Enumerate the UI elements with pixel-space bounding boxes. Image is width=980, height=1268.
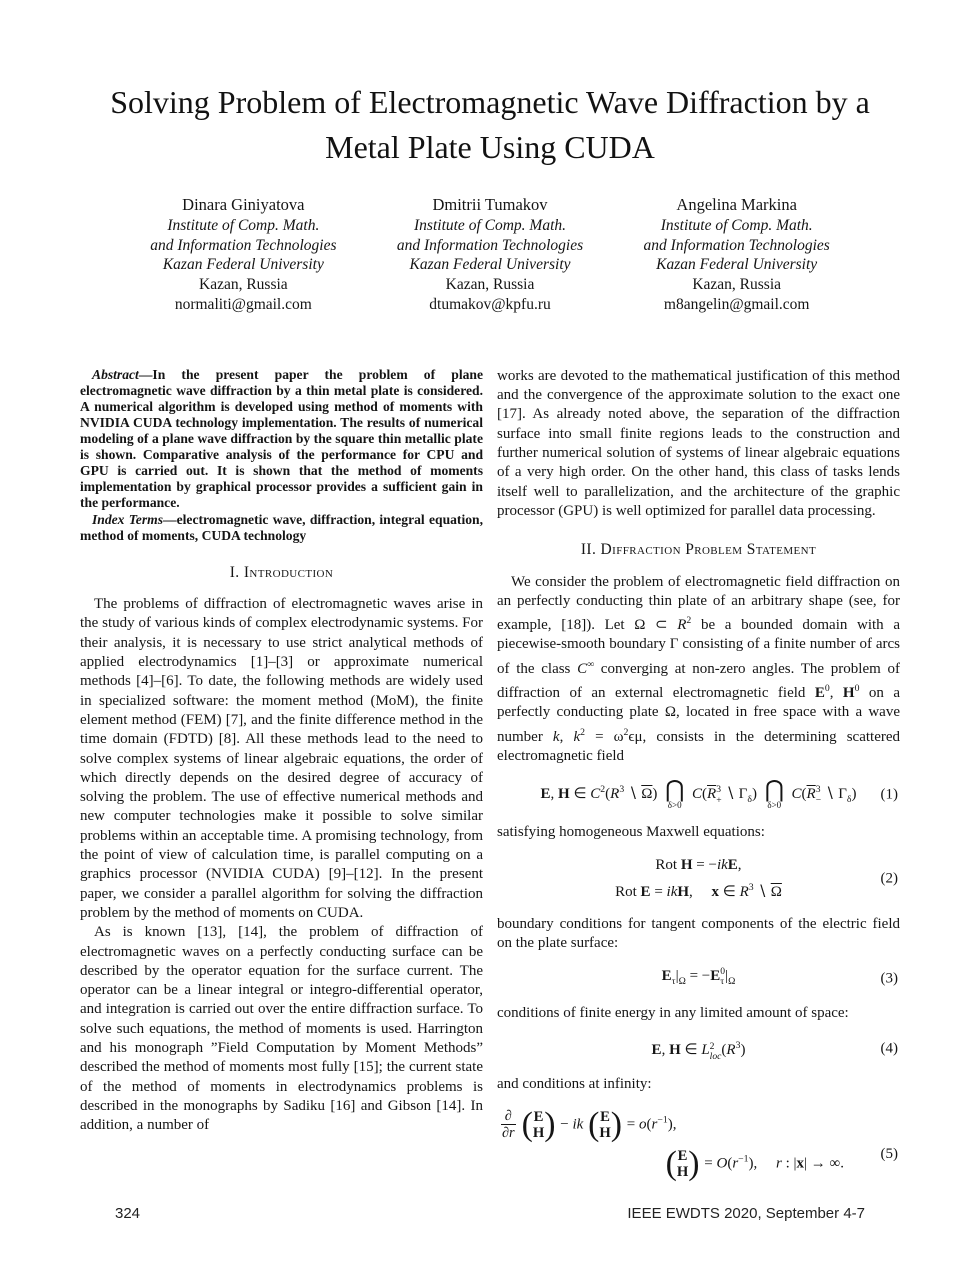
intro-paragraph-1: The problems of diffraction of electromagnetic waves arise in the study of various kinds of complex electrodynamic systems. For their analysis, it is necessary to use strict analytical methods of applied electrodynamics [1]–[3] or approximate numerical methods [4]–[6]. To date, the following methods are widely used in specialized software: the moment method (MoM), the finite element method (FEM) [7], and the finite difference method in the time domain (FDTD) [8]. All these methods lead to the need to solve complex systems of linear algebraic equations, the order of which directly depends on the desired degree of accuracy of solving the problem. The use of effective numerical methods and new computer technologies make it possible to solve similar problems within an acceptable time. A promising technology, from the point of view of calculation time, is parallel computing on a graphics processor (NVIDIA CUDA) [9]–[12]. In the present paper, we consider a parallel algorithm for solving the diffraction problem by the method of moments on CUDA. — [80, 596, 483, 921]
page-footer — [115, 1205, 865, 1222]
abstract-label: Abstract — [92, 366, 139, 382]
author-affiliation-line2: and Information Technologies — [396, 236, 584, 254]
boundary-conditions-text: boundary conditions for tangent components of the electric field on the plate surface: — [497, 916, 900, 952]
energy-conditions-text: conditions of finite energy in any limited amount of space: — [497, 1005, 849, 1022]
author-1 — [120, 195, 367, 315]
author-email: m8angelin@gmail.com — [663, 296, 810, 314]
equation-5-line1: $\frac{\partial}{\partial r}$ ( E H ) − ik ( E H ) = $o(r^{-1})$, — [502, 1106, 677, 1144]
author-name: Angelina Markina — [676, 194, 797, 214]
equation-5-number: (5) — [880, 1145, 898, 1162]
author-affiliation-line1: Institute of Comp. Math. — [167, 217, 320, 235]
right-column — [497, 367, 900, 1186]
author-city: Kazan, Russia — [199, 275, 288, 293]
equation-4-number: (4) — [880, 1040, 898, 1057]
equation-5 — [497, 1106, 900, 1183]
body-columns — [80, 367, 900, 1186]
author-2 — [367, 195, 614, 315]
index-terms-text: electromagnetic wave, diffraction, integral equation, method of moments, CUDA technology — [80, 511, 483, 543]
equation-1-body: E, H ∈ $C^2(R^3$ ∖ $\overline{\Omega}$) ⋂ δ>0 $C(\overline{R}$ 3 + ∖ $\Gamma_\delta$) ⋂ δ>0 $C(\overline{R}$ 3 − ∖ $\Gamma_\delta$) — [540, 777, 857, 811]
author-affiliation-line3: Kazan Federal University — [162, 256, 324, 274]
author-name: Dmitrii Tumakov — [432, 194, 548, 214]
maxwell-intro-text: satisfying homogeneous Maxwell equations: — [497, 824, 765, 841]
index-terms-paragraph — [80, 512, 483, 544]
intro-paragraph-2: As is known [13], [14], the problem of diffraction of electromagnetic waves on a perfectly conducting surface can be described by the operator equation for the surface current. The operator can be a linear integral or integro-differential operator, and integration is carried out over the entire diffraction surface. To solve such equations, the method of moments is used. Harrington and his monograph ”Field Computation by Moment Methods” described the method of moments most fully [15]; the current state of the method of moments in electrodynamics problems is described in the monographs by Sadiku [16] and Gibson [14]. In addition, a number of — [80, 924, 483, 1134]
statement-paragraph: We consider the problem of electromagnetic field diffraction on an perfectly conducting thin plate of an arbitrary shape (see, for example, [18]). Let Ω ⊂ $R^2$ be a bounded domain with a piecewise-smooth boundary Γ consisting of a finite number of arcs of the class C∞ converging at non-zero angles. The problem of diffraction of an external electromagnetic field $E^0$, $H^0$ on a perfectly conducting plate Ω, located in free space with a wave number k, $k^2 = \omega^2\epsilon\mu$, consists in the determining scattered electromagnetic field — [497, 573, 900, 764]
equation-2-line1: Rot H = −ikE, — [655, 856, 742, 873]
infinity-conditions-text: and conditions at infinity: — [497, 1075, 652, 1092]
equation-2-body — [615, 856, 782, 903]
abstract-paragraph — [80, 367, 483, 511]
equation-3-number: (3) — [880, 970, 898, 987]
section-heading-introduction: I. Introduction — [229, 563, 334, 581]
author-city: Kazan, Russia — [692, 275, 782, 293]
author-affiliation-line3: Kazan Federal University — [656, 256, 818, 274]
author-affiliation-line2: and Information Technologies — [150, 236, 337, 254]
right-paragraph-1: works are devoted to the mathematical justification of this method and the convergence of the approximate solution to the exact one [17]. As already noted above, the separation of the diffraction surface into small finite regions leads to the construction and further numerical solution of systems of linear algebraic equations of a very high order. On the other hand, this class of tasks lends itself well to parallelization, and the architecture of the graphic processor (GPU) is well optimized for parallel data processing. — [497, 367, 900, 519]
left-column — [80, 367, 483, 1186]
equation-5-line2: ( E H ) = $O(r^{-1})$, r : |x| → ∞. — [665, 1145, 844, 1183]
abstract-text: In the present paper the problem of plane electromagnetic wave diffraction by a thin metal plate is considered. A numerical algorithm is developed using method of moments with NVIDIA CUDA technology implementation. The results of numerical modeling of a plane wave diffraction by the square thin metallic plate is shown. Comparative analysis of the performance for CPU and GPU is carried out. It is shown that the method of moments implementation by graphical processor provides a sufficient gain in the performance. — [80, 366, 483, 510]
equation-1 — [497, 779, 900, 810]
equation-3 — [497, 967, 900, 991]
author-3 — [613, 195, 860, 315]
author-affiliation-line1: Institute of Comp. Math. — [414, 217, 566, 235]
author-affiliation-line2: and Information Technologies — [643, 236, 830, 254]
author-block — [120, 195, 860, 315]
equation-1-number: (1) — [880, 786, 898, 803]
paper-title: Solving Problem of Electromagnetic Wave Diffraction by a Metal Plate Using CUDA — [110, 84, 870, 166]
author-city: Kazan, Russia — [445, 275, 535, 293]
author-name: Dinara Giniyatova — [182, 194, 305, 214]
equation-3-body: $E_\tau|_\Omega = -E$ 0 τ $|_\Omega$ — [661, 966, 736, 988]
author-affiliation-line1: Institute of Comp. Math. — [660, 217, 813, 235]
page-number: 324 — [115, 1205, 141, 1222]
equation-2-line2: Rot E = ikH, x ∈ $R^3$ ∖ $\overline{\Omega}$ — [615, 881, 782, 900]
equation-4 — [497, 1036, 900, 1061]
author-email: dtumakov@kpfu.ru — [429, 296, 551, 314]
section-heading-statement: II. Diffraction Problem Statement — [580, 541, 817, 559]
equation-2-number: (2) — [880, 870, 898, 887]
equation-2 — [497, 856, 900, 903]
index-terms-label: Index Terms — [92, 511, 163, 527]
conference-label: IEEE EWDTS 2020, September 4-7 — [627, 1205, 865, 1222]
author-affiliation-line3: Kazan Federal University — [409, 256, 571, 274]
index-terms-dash: — — [163, 511, 177, 527]
abstract-dash: — — [138, 366, 153, 382]
author-email: normaliti@gmail.com — [174, 296, 312, 314]
equation-4-body: E, H ∈ L 2 loc $(R^3)$ — [651, 1040, 746, 1062]
